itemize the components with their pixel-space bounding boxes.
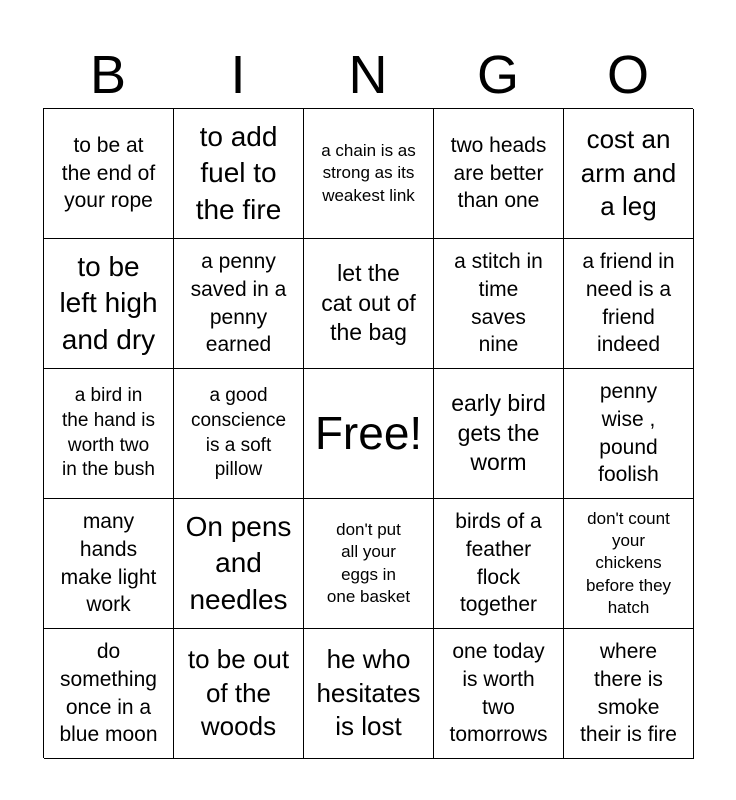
cell-text: to be at the end of your rope xyxy=(61,133,156,213)
bingo-cell[interactable] xyxy=(434,629,564,759)
cell-text: a penny saved in a penny earned xyxy=(190,249,287,357)
header-letter-g: G xyxy=(476,45,519,105)
free-space-text: Free! xyxy=(314,407,423,460)
cell-text: a good conscience is a soft pillow xyxy=(190,385,287,481)
cell-text: he who hesitates is lost xyxy=(316,643,421,742)
bingo-header xyxy=(43,42,693,108)
cell-text: a friend in need is a friend indeed xyxy=(582,249,675,357)
bingo-cell[interactable] xyxy=(564,369,694,499)
cell-text: to add fuel to the fire xyxy=(195,120,282,225)
bingo-cell[interactable] xyxy=(174,499,304,629)
bingo-cell[interactable] xyxy=(564,629,694,759)
cell-text: one today is worth two tomorrows xyxy=(449,639,548,747)
cell-text: penny wise , pound foolish xyxy=(598,379,659,487)
bingo-cell[interactable] xyxy=(434,369,564,499)
cell-text: a stitch in time saves nine xyxy=(454,249,543,357)
cell-text: early bird gets the worm xyxy=(451,389,546,476)
cell-text: let the cat out of the bag xyxy=(321,259,416,346)
cell-text: where there is smoke their is fire xyxy=(580,639,677,747)
cell-text: two heads are better than one xyxy=(450,133,547,213)
bingo-cell[interactable] xyxy=(44,369,174,499)
cell-text: many hands make light work xyxy=(60,509,157,617)
bingo-cell[interactable] xyxy=(174,239,304,369)
cell-text: don't put all your eggs in one basket xyxy=(326,520,411,606)
bingo-cell[interactable] xyxy=(174,109,304,239)
bingo-cell[interactable] xyxy=(564,239,694,369)
bingo-cell[interactable] xyxy=(304,629,434,759)
header-letter-i: I xyxy=(230,45,246,105)
bingo-cell[interactable] xyxy=(304,109,434,239)
bingo-cell[interactable] xyxy=(174,629,304,759)
header-letter-b: B xyxy=(89,45,127,105)
bingo-cell[interactable] xyxy=(434,109,564,239)
cell-text: to be left high and dry xyxy=(59,250,158,355)
bingo-cell[interactable] xyxy=(44,499,174,629)
cell-text: birds of a feather flock together xyxy=(455,509,542,617)
bingo-cell[interactable] xyxy=(304,499,434,629)
header-letter-n: N xyxy=(348,45,388,105)
bingo-cell[interactable] xyxy=(304,239,434,369)
bingo-cell[interactable] xyxy=(434,499,564,629)
cell-text: a bird in the hand is worth two in the bush xyxy=(62,385,155,481)
header-letter-o: O xyxy=(606,45,649,105)
bingo-cell[interactable] xyxy=(44,629,174,759)
bingo-cell[interactable] xyxy=(44,109,174,239)
bingo-cell[interactable] xyxy=(564,109,694,239)
cell-text: On pens and needles xyxy=(185,510,292,615)
free-space-cell[interactable] xyxy=(304,369,434,499)
bingo-cell[interactable] xyxy=(174,369,304,499)
cell-text: to be out of the woods xyxy=(187,643,290,742)
cell-text: don't count your chickens before they hatch xyxy=(585,509,672,617)
cell-text: a chain is as strong as its weakest link xyxy=(321,141,416,205)
cell-text: cost an arm and a leg xyxy=(580,123,677,222)
cell-text: do something once in a blue moon xyxy=(59,639,158,747)
bingo-cell[interactable] xyxy=(44,239,174,369)
bingo-grid xyxy=(43,108,693,758)
bingo-cell[interactable] xyxy=(564,499,694,629)
bingo-cell[interactable] xyxy=(434,239,564,369)
